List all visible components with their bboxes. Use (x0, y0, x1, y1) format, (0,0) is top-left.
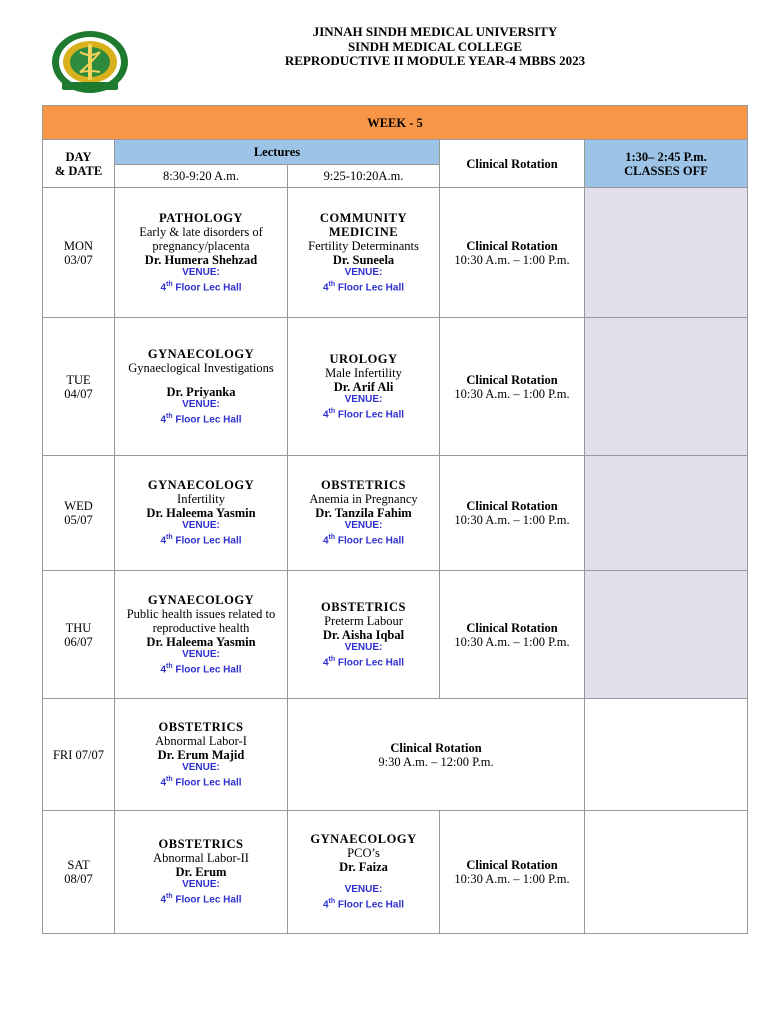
classes-off-header: 1:30– 2:45 P.m. CLASSES OFF (585, 140, 748, 188)
clinical-cell: Clinical Rotation 10:30 A.m. – 1:00 P.m. (440, 188, 585, 318)
table-row (43, 456, 748, 571)
venue-label: VENUE: (182, 398, 220, 410)
clinical-cell: Clinical Rotation 10:30 A.m. – 1:00 P.m. (440, 811, 585, 934)
day-cell: THU 06/07 (43, 571, 115, 699)
clinical-cell: Clinical Rotation 9:30 A.m. – 12:00 P.m. (288, 699, 585, 811)
venue-location: 4th Floor Lec Hall (322, 280, 405, 294)
clinical-cell: Clinical Rotation 10:30 A.m. – 1:00 P.m. (440, 456, 585, 571)
venue-location: 4th Floor Lec Hall (160, 893, 242, 906)
clinical-rotation-header: Clinical Rotation (440, 140, 585, 188)
day-cell: FRI 07/07 (43, 699, 115, 811)
day-cell: SAT 08/07 (43, 811, 115, 934)
venue-label: VENUE: (182, 520, 220, 532)
lecture-cell: GYNAECOLOGY Infertility Dr. Haleema Yasmin VENUE: 4th Floor Lec Hall (115, 456, 288, 571)
module-title: REPRODUCTIVE II MODULE YEAR-4 MBBS 2023 (284, 53, 586, 68)
lectures-header: Lectures (115, 140, 440, 165)
venue-location: 4th Floor Lec Hall (322, 898, 405, 911)
venue-location: 4th Floor Lec Hall (322, 655, 405, 669)
classes-off-cell (585, 811, 748, 934)
classes-off-cell (585, 699, 748, 811)
lecture-cell: OBSTETRICS Abnormal Labor-II Dr. Erum VENUE: 4th Floor Lec Hall (115, 811, 288, 934)
lecture-cell: UROLOGY Male Infertility Dr. Arif Ali VENUE: 4th Floor Lec Hall (288, 318, 440, 456)
venue-location: 4th Floor Lec Hall (160, 775, 242, 789)
day-cell: WED 05/07 (43, 456, 115, 571)
clinical-cell: Clinical Rotation 10:30 A.m. – 1:00 P.m. (440, 571, 585, 699)
venue-label: VENUE: (344, 520, 383, 532)
time-slot-1: 8:30-9:20 A.m. (115, 165, 288, 188)
venue-location: 4th Floor Lec Hall (322, 407, 405, 421)
table-row (43, 699, 748, 811)
document-header (180, 25, 690, 69)
venue-location: 4th Floor Lec Hall (160, 280, 242, 294)
table-row (43, 318, 748, 456)
venue-location: 4th Floor Lec Hall (160, 662, 242, 676)
venue-label: VENUE: (344, 641, 383, 653)
venue-location: 4th Floor Lec Hall (160, 534, 242, 547)
university-name: JINNAH SINDH MEDICAL UNIVERSITY (312, 24, 558, 39)
venue-label: VENUE: (182, 648, 220, 660)
week-title: WEEK - 5 (43, 106, 748, 140)
university-seal-icon (50, 30, 130, 94)
day-cell: MON 03/07 (43, 188, 115, 318)
classes-off-cell (585, 456, 748, 571)
table-row (43, 571, 748, 699)
schedule-table (42, 105, 748, 934)
classes-off-cell (585, 571, 748, 699)
lecture-cell: GYNAECOLOGY Public health issues related to reproductive health Dr. Haleema Yasmin VENUE: 4th Floor Lec Hall (115, 571, 288, 699)
classes-off-cell (585, 318, 748, 456)
lecture-cell: OBSTETRICS Abnormal Labor-I Dr. Erum Majid VENUE: 4th Floor Lec Hall (115, 699, 288, 811)
venue-label: VENUE: (182, 761, 220, 773)
classes-off-cell (585, 188, 748, 318)
venue-label: VENUE: (344, 884, 383, 896)
lecture-cell: OBSTETRICS Anemia in Pregnancy Dr. Tanzila Fahim VENUE: 4th Floor Lec Hall (288, 456, 440, 571)
venue-label: VENUE: (182, 879, 220, 891)
table-row (43, 188, 748, 318)
venue-location: 4th Floor Lec Hall (160, 412, 242, 426)
lecture-cell: OBSTETRICS Preterm Labour Dr. Aisha Iqbal VENUE: 4th Floor Lec Hall (288, 571, 440, 699)
venue-location: 4th Floor Lec Hall (322, 534, 405, 547)
day-date-header: DAY & DATE (43, 140, 115, 188)
venue-label: VENUE: (182, 266, 220, 278)
lecture-cell: PATHOLOGY Early & late disorders of pregnancy/placenta Dr. Humera Shehzad VENUE: 4th Floor Lec Hall (115, 188, 288, 318)
lecture-cell: GYNAECOLOGY Gynaeclogical Investigations Dr. Priyanka VENUE: 4th Floor Lec Hall (115, 318, 288, 456)
lecture-cell: GYNAECOLOGY PCO’s Dr. Faiza VENUE: 4th Floor Lec Hall (288, 811, 440, 934)
table-row (43, 811, 748, 934)
venue-label: VENUE: (344, 393, 383, 405)
time-slot-2: 9:25-10:20A.m. (288, 165, 440, 188)
day-cell: TUE 04/07 (43, 318, 115, 456)
lecture-cell: COMMUNITY MEDICINE Fertility Determinants Dr. Suneela VENUE: 4th Floor Lec Hall (288, 188, 440, 318)
college-name: SINDH MEDICAL COLLEGE (347, 38, 523, 54)
venue-label: VENUE: (344, 266, 383, 278)
clinical-cell: Clinical Rotation 10:30 A.m. – 1:00 P.m. (440, 318, 585, 456)
